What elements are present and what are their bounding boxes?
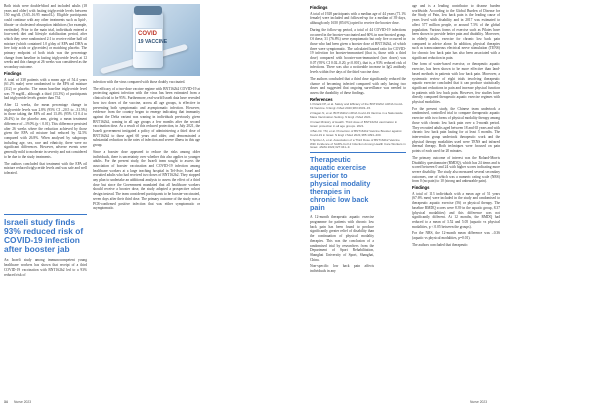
body-paragraph: A total of 338 patients with a mean age of 54.4 years (61.2% male) were randomised to the EPA oil mixture (312) or placebo. The mean baseline triglyceride level was 79 mg/dL, although a third (33.3%) of participants had triglyceride levels greater than 734. bbox=[4, 77, 87, 101]
vial-cap bbox=[134, 6, 162, 15]
column-3 bbox=[310, 4, 406, 276]
divider bbox=[4, 214, 87, 215]
reference-item: 2 Dagan N, et al. BNT162b2 mRNA Covid-19 Vaccine in a Nationwide Mass Vaccination Setting. N Engl J Med 2021. bbox=[310, 111, 403, 120]
body-paragraph: Both trials were double-blind and included adults (18 years and older) with fasting triglyceride levels between 150 mg/dL (5.65–16.95 mmol/L). Eligible participants could continue with any other treatments such as lipid-, fibrate- or cholesterol-absorption inhibitors (for example, ezetimibe). Prior to the main trial, individuals entered a four-week diet and lifestyle stabilisation period, after which they were randomised 2:1 to receive either half oil mixture (which contained 1.0 g/day of EPA and DHA as free fatty acids or glycerides) or matching placebo. The primary endpoint of both trials was the percentage change from baseline in fasting triglyceride levels at 12 weeks and this change at 26 weeks was considered as the secondary outcome. bbox=[4, 4, 87, 70]
body-paragraph: For the NRS, the 12-month mean difference was –0.36 (aquatic vs physical modalities, p=0.01). bbox=[412, 231, 500, 241]
page-number: 34 bbox=[4, 400, 8, 404]
body-paragraph: A total of 1928 participants with a median age of 44 years (71.1% female) were included and followed-up for a median of 39 days, although only 1650 (85.6%) opted to receive the booster dose. bbox=[310, 11, 406, 26]
findings-heading: Findings bbox=[310, 5, 328, 10]
body-paragraph: One form of water-based exercise, or therapeutic aquatic exercise, has been shown to be more effective than land-based methods in patients with low back pain. Moreover, a systematic review of eight trials involving therapeutic aquatic exercise concluded that it can produce statistically significant reductions in pain and increase physical function in patients with low back pain. However, few studies have directly compared therapeutic aquatic exercise regimes with physical modalities. bbox=[412, 62, 500, 105]
body-paragraph: The authors concluded that treatment with the EPA oil mixture reduced triglyceride levels and was safe and well tolerated. bbox=[4, 161, 87, 175]
vaccine-photo bbox=[93, 4, 200, 76]
findings-heading: Findings bbox=[4, 70, 22, 76]
body-paragraph: infection with the virus compared with those doubly vaccinated. bbox=[93, 80, 186, 84]
reference-item: 3 Israel Ministry of Health. Third dose of BNT162b2 vaccination in Israel: protection in all age groups. 2021. bbox=[310, 119, 398, 128]
references-heading: References bbox=[310, 96, 333, 102]
body-paragraph: The authors concluded that therapeutic bbox=[412, 242, 468, 247]
body-paragraph: During the follow-up period, a total of 44 COVID-19 infections occurred in the booster-vaccinated and 60% in non-boosted group. Of these, 31 (76.8%) were symptomatic but only five occurred in those who had been given a booster dose of BNT162b2, of which three were symptomatic. The calculated hazard ratio for COVID-19 infection for booster-immunised (that is, those with a third dose) compared with booster-non-immunised (two doses) was 0.07 (95% CI 0.02–0.20, p<0.001), that is, a 93% reduced risk of infections. There was also a noticeable increase in IgG antibody levels within five days of the third vaccine dose. bbox=[310, 27, 406, 75]
body-paragraph: Since a booster dose appeared to reduce the risks among older individuals, there is uncertainty over whether this also applies to younger adults. For the present study, the Israeli team sought to assess the association of booster vaccination and COVID-19 infection among healthcare workers at a large teaching hospital in Tel-Aviv, Israel and recruited adults who had received two doses of BNT162b2. They stopped any plan to undertake an additional analysis to assess the effect of a third dose but since the Government mandated that all healthcare workers should receive a booster dose, the study adopted a prospective cohort design instead. The team considered participants to be booster-vaccinated, seven days after their third dose. The primary outcome of the study was a PCR-confirmed positive infection that was either symptomatic or asymptomatic. bbox=[93, 149, 200, 211]
page-footer bbox=[0, 399, 600, 407]
body-paragraph: age and is a leading contributor to disease burden worldwide. According to the Global Burden of Disease for the Study of Pain, low back pain is the leading cause of years lived with disability and in 2017 was estimated to affect 577 million people, or around 7.5% of the global population. Various forms of exercise such as Pilates have been shown to provide better pain and disability. Moreover, in elderly adults, exercise for chronic low back pain compared to advice alone. In addition, physical therapies such as transcutaneous electrical nerve stimulation (TENS) for chronic low back pain has also been associated with a significant reduction in pain. bbox=[412, 4, 500, 60]
column-2 bbox=[93, 80, 200, 213]
column-4 bbox=[412, 4, 500, 249]
reference-item: 4 Bar-On YM, et al. Protection of BNT162b2 Vaccine Booster against Covid-19 in Israel. N Engl J Med 2021;385:1393–400. bbox=[310, 128, 402, 137]
intro-paragraph: Non-specific low back pain affects individuals in any bbox=[310, 264, 374, 274]
body-paragraph: For the present study, the Chinese team undertook a randomised, controlled trial to compare therapeutic aquatic exercise with two forms of physical modality therapy among those with chronic low back pain over a 3-month period. They recruited adults aged between 18 and 65 years and with chronic low back pain lasting for at least 3 months. The intervention group undertook therapeutic work and the physical therapy modalities used were TENS and infrared thermal therapy. Both techniques were focused on pain points of each used for 20 minutes. bbox=[412, 106, 501, 154]
article-intro: An Israeli study among immunocompetent young healthcare workers has shown that receipt of a third COVID-19 vaccination with BNT162b2 led to a 93% reduced risk of bbox=[4, 258, 87, 277]
article-headline: Therapeutic aquatic exercise superior to physical modality therapies in chronic low back pain bbox=[310, 155, 371, 213]
reference-item: 5 Spitzer A, et al. Association of a Third Dose of BNT162b2 Vaccine With Incidence of SARS-CoV-2 Infection Among Health Care Workers in Israel. JAMA 2022;327:341–9. bbox=[310, 137, 406, 150]
article-intro bbox=[310, 215, 374, 273]
body-paragraph: A total of 113 individuals with a mean age of 51 years (67.6% men) were included in the study and randomised to therapeutic aquatic exercise (56) or physical therapy. The baseline RMDQ scores were 8.39 in the aquatic group, 8.37 (physical modalities) and this difference was not significantly different. At 12 months, the RMDQ had reduced to a mean of 3.52 and 5.05 (aquatic vs physical modalities, p < 0.05 between the groups). bbox=[412, 191, 500, 229]
issue-left: Nurse 2023 bbox=[14, 400, 32, 404]
references-list bbox=[310, 103, 406, 150]
body-paragraph: The primary outcome of interest was the Roland-Morris Disability questionnaire (RMDQ), which has 24 items and is scored between 0 and 24 with higher scores indicating more severe disability. The study also measured several secondary outcomes, one of which was a numeric rating scale (NRS) from 0 (no pain) to 10 (strong and unbearable pain). bbox=[412, 155, 500, 184]
findings-heading: Findings bbox=[412, 185, 430, 191]
divider bbox=[310, 152, 406, 153]
reference-item: 1 Polack FP, et al. Safety and Efficacy of the BNT162b2 mRNA Covid-19 Vaccine. N Engl J Med 2020;383:2603–15. bbox=[310, 102, 403, 111]
issue-right: Nurse 2023 bbox=[470, 400, 488, 404]
intro-paragraph: A 12-month therapeutic aquatic exercise programme for patients with chronic low back pain has been found to produce significantly greater relief of disability than the continuation of physical modality therapies. This was the conclusion of a randomised trial by researchers from the Department of Sport Rehabilitation, Shanghai University of Sport, Shanghai, China. bbox=[310, 215, 374, 262]
vial-label-text: COVID bbox=[138, 31, 158, 37]
column-1 bbox=[4, 4, 87, 279]
body-paragraph: After 12 weeks, the mean percentage change in triglyceride levels was 2.8% (95% CI –20.5 to –31.5%) in those taking the EPA oil and 13.4% (95% CI 0.4 to 26.4%) in the placebo arm, giving a mean treatment difference of –19.0% (p < 0.01). This difference persisted after 26 weeks where the reduction achieved by those given the EPA oil mixture had reduced by 32.5% compared with 26.8%. When analysed by subgroups including age, sex, race and ethnicity, there were no significant differences. However, adverse events were generally mild to moderate in severity and not considered to be due to the study treatments. bbox=[4, 103, 87, 159]
vial-label-subtext: 19 VACCINE bbox=[138, 39, 168, 45]
body-paragraph: The efficacy of a two-dose vaccine regime with BNT162b2 COVID-19 at protecting against infection with the virus has been estimated from a clinical trial to be 95%. Furthermore, real-world Israeli data have revealed how two doses of the vaccine, across all age groups, is effective in preventing both symptomatic and asymptomatic infection. However, evidence from the country began to emerge indicating that immunity against the Delta variant was waning in individuals previously given BNT162b2, waning in all age groups a few months after the second vaccination dose. As a result of this reduced protection, in July 2021, the Israeli government instigated a policy of administering a third dose of BNT162b2 to those aged 60 years and older, and demonstrated a substantial reduction in the rates of infection and severe illness in this age group. bbox=[93, 86, 200, 148]
article-headline: Israeli study finds 93% reduced risk of COVID-19 infection after booster jab bbox=[4, 216, 84, 255]
body-paragraph: The authors concluded that a third dose significantly reduced the chance of becoming infected compared with only having two doses and suggested that ongoing surveillance was needed to assess the durability of these findings. bbox=[310, 76, 406, 95]
